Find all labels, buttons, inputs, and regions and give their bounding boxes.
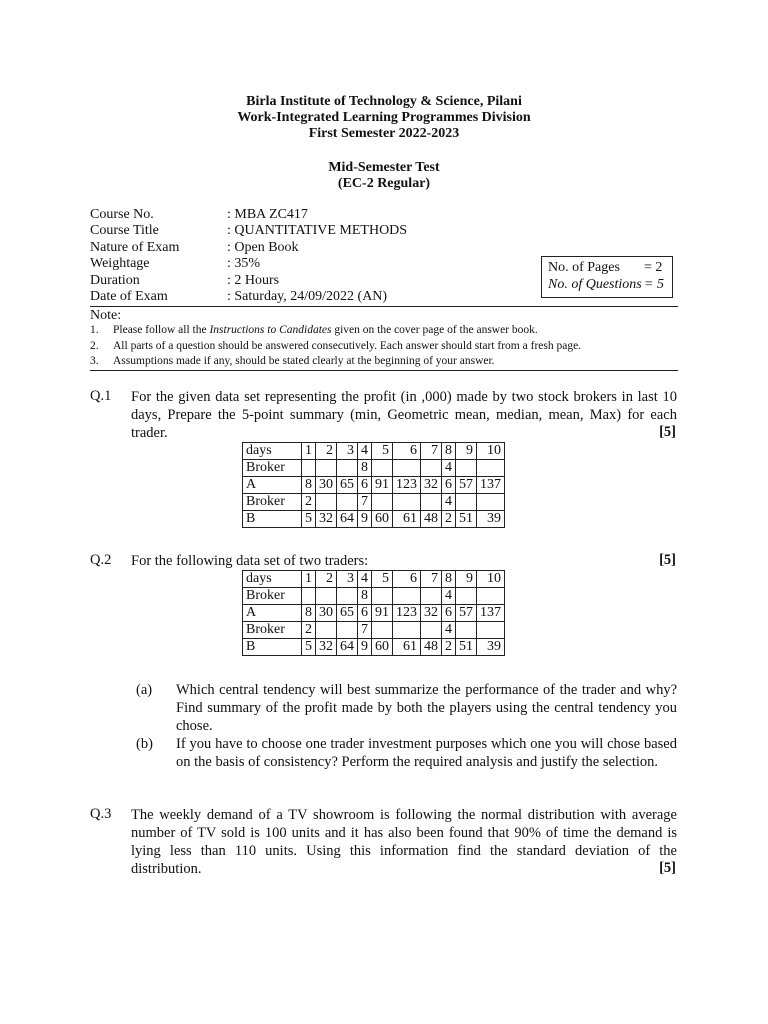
table-cell: 32 [421,477,442,494]
row-label-cell: Broker [243,494,302,511]
table-cell [477,588,505,605]
table-cell: 48 [421,639,442,656]
note-number: 1. [90,324,99,336]
question-text: The weekly demand of a TV showroom is following the normal distribution with average number of TV sold is 100 units and it has also been found that 90% of time the demand is lying less than 110 units. Using this information find the standard deviation of the distribution. [131,807,677,877]
table-cell: 4 [358,443,372,460]
info-value: : 2 Hours [227,272,280,288]
table-cell [316,460,337,477]
row-label-cell: days [243,443,302,460]
questions-row [548,276,672,293]
table-cell [421,494,442,511]
table-cell: 57 [456,605,477,622]
table-cell: 7 [358,622,372,639]
table-cell [477,460,505,477]
table-row [243,639,505,656]
table-cell: 3 [337,443,358,460]
note-item [90,324,538,336]
part-label: (a) [136,682,153,698]
info-row [90,256,407,272]
table-cell [393,494,421,511]
table-cell: 51 [456,511,477,528]
table-cell [393,622,421,639]
info-label: Course No. [90,207,154,222]
note-item [90,355,495,367]
table-cell [456,494,477,511]
question-text: For the following data set of two traders: [131,553,369,569]
row-label-cell: A [243,605,302,622]
note-text: All parts of a question should be answered consecutively. Each answer should start from a fresh page. [113,340,582,352]
table-cell: 64 [337,511,358,528]
note-number: 2. [90,340,99,352]
table-cell: 39 [477,511,505,528]
test-type: (EC-2 Regular) [337,176,431,191]
table-cell: 8 [442,571,456,588]
part-text: If you have to choose one trader investment purposes which one you will chose based on the basis of consistency? Perform the required analysis and justify the selection. [176,736,677,770]
info-value: : 35% [227,256,261,272]
table-cell: 1 [302,571,316,588]
note-text: Please follow all the Instructions to Candidates given on the cover page of the answer book. [113,324,538,336]
question-text: For the given data set representing the profit (in ,000) made by two stock brokers in last 10 days, Prepare the 5-point summary (min, Geometric mean, median, mean, Max) for each trader. [131,389,677,441]
table-cell [372,622,393,639]
info-label: Date of Exam [90,289,168,305]
info-value: : Saturday, 24/09/2022 (AN) [227,289,388,305]
table-cell: 9 [358,639,372,656]
info-value: : Open Book [227,239,299,255]
semester: First Semester 2022-2023 [308,126,460,141]
table-cell [337,460,358,477]
table-cell: 64 [337,639,358,656]
table-cell: 65 [337,477,358,494]
row-label-cell: days [243,571,302,588]
table-cell: 1 [302,443,316,460]
table-cell: 123 [393,477,421,494]
table-row [243,605,505,622]
table-cell [337,622,358,639]
course-info [90,207,407,305]
table-cell: 6 [393,443,421,460]
question-marks: [5] [659,860,676,876]
table-cell: 10 [477,443,505,460]
note-number: 3. [90,355,99,367]
info-label: Duration [90,272,140,288]
table-cell [316,588,337,605]
division-name: Work-Integrated Learning Programmes Division [237,110,531,125]
table-cell: 4 [442,494,456,511]
table-cell: 65 [337,605,358,622]
table-cell: 57 [456,477,477,494]
question-marks: [5] [659,552,676,568]
table-cell: 60 [372,511,393,528]
table-cell: 91 [372,477,393,494]
profit-table [242,570,505,656]
table-cell [456,460,477,477]
table-cell: 8 [302,477,316,494]
note-item [90,340,581,352]
table-cell: 32 [316,639,337,656]
table-cell: 51 [456,639,477,656]
row-label-cell: Broker [243,622,302,639]
table-cell [372,494,393,511]
table-cell: 5 [302,511,316,528]
table-cell: 4 [358,571,372,588]
part-label: (b) [136,736,153,752]
table-row [243,494,505,511]
info-row [90,240,407,256]
table-row [243,477,505,494]
table-cell: 6 [358,605,372,622]
row-label-cell: A [243,477,302,494]
info-value: : MBA ZC417 [227,207,308,222]
info-row [90,223,407,239]
table-cell: 7 [421,571,442,588]
table-cell: 8 [358,460,372,477]
table-cell: 7 [358,494,372,511]
question-number: Q.2 [90,552,112,568]
table-cell: 32 [316,511,337,528]
question-number: Q.1 [90,388,112,404]
note-title: Note: [90,308,122,323]
table-cell: 123 [393,605,421,622]
table-row [243,571,505,588]
table-cell: 6 [358,477,372,494]
info-row [90,289,407,305]
table-cell [372,460,393,477]
table-cell: 4 [442,460,456,477]
info-row [90,207,407,223]
table-cell [302,588,316,605]
note-text: Assumptions made if any, should be stated clearly at the beginning of your answer. [113,355,495,367]
table-cell: 2 [442,511,456,528]
table-cell: 30 [316,605,337,622]
table-cell: 10 [477,571,505,588]
table-cell [456,588,477,605]
table-cell: 5 [372,571,393,588]
table-cell: 5 [372,443,393,460]
table-cell: 32 [421,605,442,622]
table-cell: 9 [456,571,477,588]
divider [90,370,678,371]
table-row [243,622,505,639]
table-cell: 3 [337,571,358,588]
table-cell [316,494,337,511]
table-cell: 2 [302,622,316,639]
table-cell: 91 [372,605,393,622]
table-cell [393,588,421,605]
table-cell: 4 [442,588,456,605]
question-number: Q.3 [90,806,112,822]
pages-value: = 2 [644,260,663,275]
table-cell [421,622,442,639]
institute-name: Birla Institute of Technology & Science, Pilani [246,94,522,109]
info-value: : QUANTITATIVE METHODS [227,223,408,239]
table-cell: 2 [442,639,456,656]
table-cell: 30 [316,477,337,494]
table-row [243,460,505,477]
row-label-cell: B [243,511,302,528]
row-label-cell: B [243,639,302,656]
table-cell: 61 [393,639,421,656]
row-label-cell: Broker [243,588,302,605]
profit-table [242,442,505,528]
table-cell: 6 [442,477,456,494]
table-cell: 137 [477,477,505,494]
table-cell [337,588,358,605]
table-cell [337,494,358,511]
table-cell: 2 [302,494,316,511]
table-cell: 7 [421,443,442,460]
pages-row [548,259,672,276]
table-cell [456,622,477,639]
table-cell [393,460,421,477]
table-cell: 60 [372,639,393,656]
row-label-cell: Broker [243,460,302,477]
table-cell: 8 [358,588,372,605]
pages-box [541,256,673,298]
divider [90,306,678,307]
questions-label: No. of Questions [548,277,642,292]
table-cell: 2 [316,443,337,460]
table-cell: 5 [302,639,316,656]
table-cell: 39 [477,639,505,656]
table-cell [421,588,442,605]
pages-label: No. of Pages [548,260,620,275]
info-row [90,273,407,289]
table-cell: 6 [393,571,421,588]
table-cell: 4 [442,622,456,639]
questions-value: = 5 [644,277,664,292]
table-cell [302,460,316,477]
table-cell: 8 [302,605,316,622]
info-label: Weightage [90,256,150,272]
table-cell: 2 [316,571,337,588]
table-cell [372,588,393,605]
info-label: Nature of Exam [90,239,180,255]
table-cell: 137 [477,605,505,622]
table-cell: 6 [442,605,456,622]
table-cell [477,494,505,511]
info-label: Course Title [90,223,159,239]
question-marks: [5] [659,424,676,440]
table-cell: 61 [393,511,421,528]
test-name: Mid-Semester Test [328,160,440,175]
table-cell: 48 [421,511,442,528]
table-row [243,511,505,528]
table-cell [421,460,442,477]
table-cell: 8 [442,443,456,460]
table-row [243,443,505,460]
table-row [243,588,505,605]
table-cell [316,622,337,639]
part-text: Which central tendency will best summarize the performance of the trader and why? Find summary of the profit made by both the players using the central tendency you chose. [176,682,677,734]
table-cell: 9 [456,443,477,460]
table-cell [477,622,505,639]
table-cell: 9 [358,511,372,528]
